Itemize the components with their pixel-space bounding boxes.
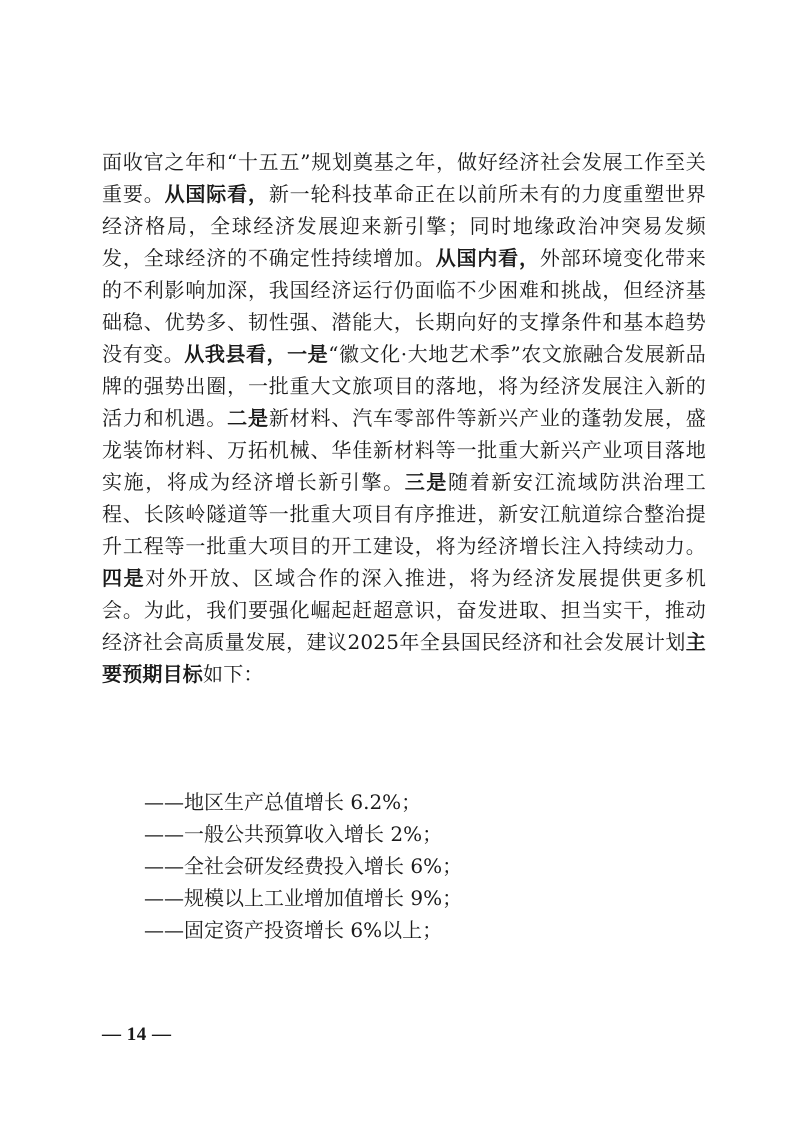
text-run: 对外开放、区域合作的深入推进，将为经济发展提供更多机会。为此，我们要强化崛起赶超意识，奋发进取、担当实干，推动经济社会高质量发展，建议2025年全县国民经济和社会发展计划 [102,566,706,654]
paragraph [102,146,706,690]
text-run: 面收官之年和“十五五”规划奠基之年，做好经济社会发展工作至关重要。 [102,150,706,206]
target-item: ——固定资产投资增长 6%以上； [144,918,443,942]
bold-main-targets: 主要预期目标 [102,630,706,686]
text-run: 外部环境变化带来的不利影响加深，我国经济运行仍面临不少困难和挑战，但经济基础稳、优势多、韧性强、潜能大，长期向好的支撑条件和基本趋势没有变。 [102,246,706,366]
target-item: ——一般公共预算收入增长 2%； [144,822,443,846]
target-item: ——地区生产总值增长 6.2%； [144,790,422,814]
text-run: 随着新安江流域防洪治理工程、长陔岭隧道等一批重大项目有序推进，新安江航道综合整治提升工程等一批重大项目的开工建设，将为经济增长注入持续动力。 [102,470,706,558]
bold-heading-county: 从我县看，一是 [184,342,329,366]
page-number: — 14 — [102,1024,172,1045]
text-run: “徽文化·大地艺术季”农文旅融合发展新品牌的强势出圈，一批重大文旅项目的落地，将为经济发展注入新的活力和机遇。 [102,342,706,430]
body-paragraph [102,146,706,690]
bold-point-two: 二是 [227,406,269,430]
target-item: ——规模以上工业增加值增长 9%； [144,886,463,910]
text-run: 新材料、汽车零部件等新兴产业的蓬勃发展，盛龙装饰材料、万拓机械、华佳新材料等一批重大新兴产业项目落地实施，将成为经济增长新引擎。 [102,406,707,494]
bold-point-three: 三是 [404,470,448,494]
bold-point-four: 四是 [102,566,146,590]
bold-heading-domestic: 从国内看， [435,246,540,270]
bold-heading-international: 从国际看， [164,182,269,206]
text-run: 新一轮科技革命正在以前所未有的力度重塑世界经济格局，全球经济发展迎来新引擎；同时地缘政治冲突易发频发，全球经济的不确定性持续增加。 [102,182,707,270]
target-item: ——全社会研发经费投入增长 6%； [144,854,463,878]
text-run: 如下： [203,662,264,686]
target-list [144,786,704,946]
